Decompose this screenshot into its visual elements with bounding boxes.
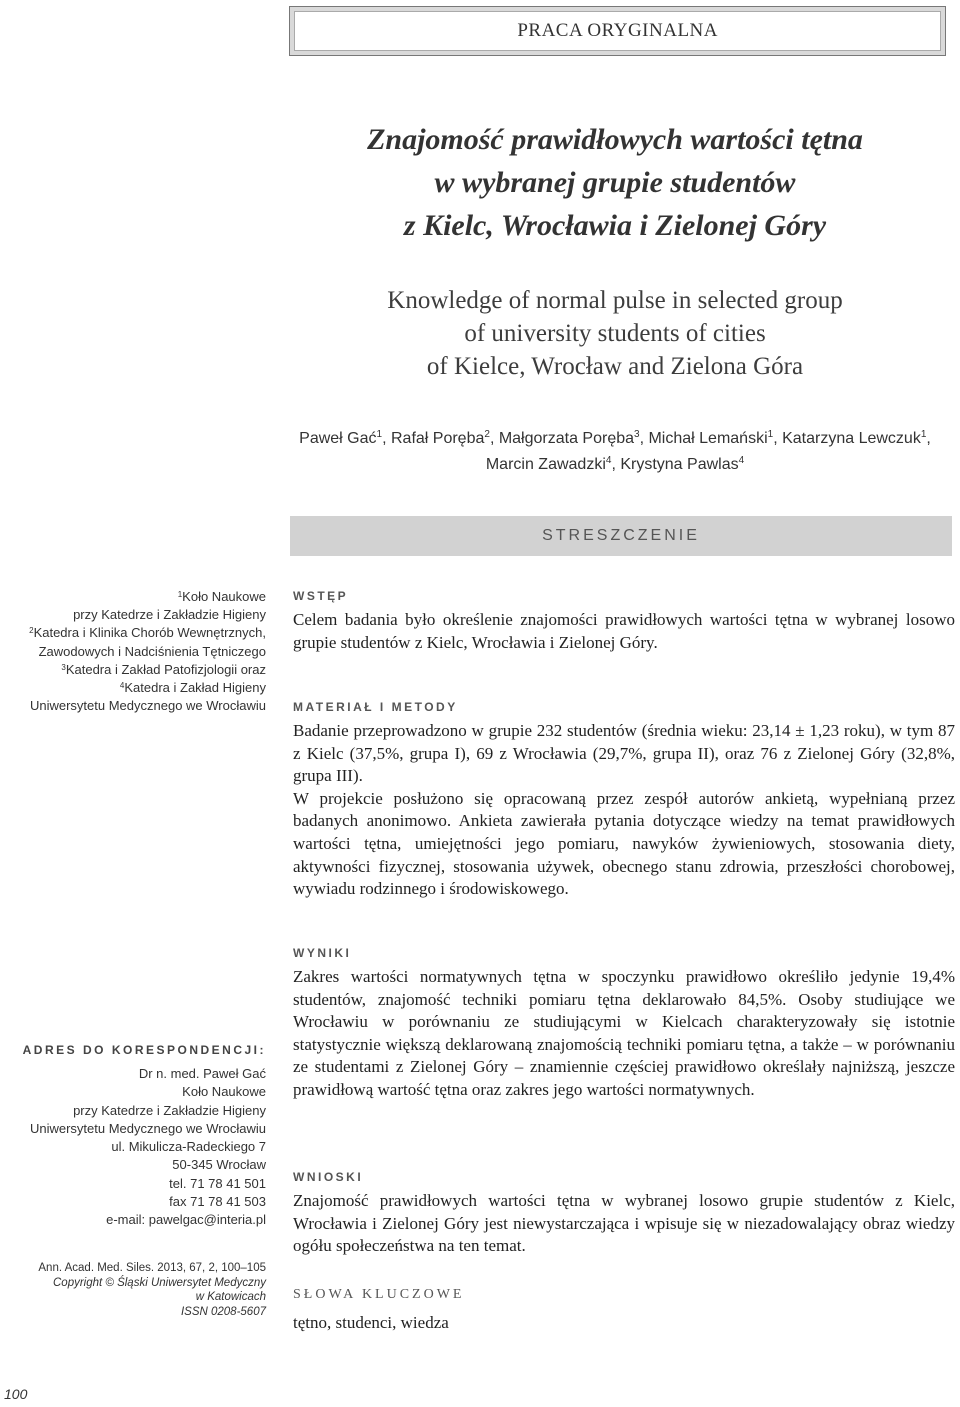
- abstract-banner: [290, 516, 952, 556]
- author-affiliation-mark: 1: [920, 429, 927, 440]
- author-name: Rafał Poręba: [390, 430, 485, 447]
- abstract-introduction: [293, 589, 955, 654]
- author-affiliation-mark: 4: [605, 455, 612, 466]
- title-pl-line: Znajomość prawidłowych wartości tętna: [367, 123, 863, 156]
- title-pl-line: z Kielc, Wrocławia i Zielonej Góry: [403, 209, 827, 242]
- correspondence-heading: ADRES DO KORESPONDENCJI:: [22, 1043, 266, 1057]
- journal-info: [0, 1261, 266, 1319]
- section-heading: WSTĘP: [293, 589, 349, 603]
- author-name: Małgorzata Poręba: [498, 430, 635, 447]
- author-list: [290, 426, 940, 478]
- correspondence-email: e-mail: pawelgac@interia.pl: [106, 1212, 266, 1228]
- article-title-polish: [290, 118, 940, 247]
- abstract-keywords: [293, 1287, 955, 1335]
- affiliation-text: Katedra i Klinika Chorób Wewnętrznych,: [33, 625, 266, 641]
- title-en-line: of university students of cities: [464, 320, 766, 347]
- affiliation-mark: 4: [119, 681, 125, 691]
- author-affiliation-mark: 1: [767, 429, 774, 440]
- author-separator: ,: [489, 430, 499, 447]
- section-label: PRACA ORYGINALNA: [517, 20, 718, 41]
- title-en-line: Knowledge of normal pulse in selected group: [387, 287, 843, 314]
- affiliations: [0, 588, 266, 715]
- section-heading: MATERIAŁ I METODY: [293, 700, 458, 714]
- author-affiliation-mark: 4: [738, 455, 745, 466]
- author-name: Michał Lemański: [648, 430, 768, 447]
- correspondence-line: przy Katedrze i Zakładzie Higieny: [73, 1102, 266, 1118]
- journal-copyright: Copyright © Śląski Uniwersytet Medyczny: [53, 1276, 266, 1289]
- section-heading: SŁOWA KLUCZOWE: [293, 1287, 465, 1302]
- correspondence-line: Koło Naukowe: [182, 1084, 266, 1100]
- affiliation-text: Katedra i Zakład Patofizjologii oraz: [65, 661, 266, 677]
- affiliation-text: Katedra i Zakład Higieny: [124, 680, 266, 696]
- author-separator: ,: [926, 430, 931, 447]
- author-line: [290, 426, 940, 452]
- section-text: Celem badania było określenie znajomości prawidłowych wartości tętna w wybranej losowo grupie studentów z Kielc, Wrocławia i Zielonej Góry.: [293, 610, 955, 652]
- author-affiliation-mark: 3: [634, 429, 640, 440]
- author-name: Marcin Zawadzki: [485, 456, 606, 473]
- correspondence-address: [0, 1043, 266, 1230]
- article-title-english: [290, 284, 940, 383]
- author-affiliation-mark: 1: [376, 429, 383, 440]
- abstract-results: [293, 946, 955, 1102]
- author-separator: ,: [611, 456, 621, 473]
- author-separator: ,: [382, 430, 391, 447]
- section-text: W projekcie posłużono się opracowaną przez zespół autorów ankietą, wypełnianą przez badanych anonimowo. Ankieta zawierała pytania dotyczące wiedzy na temat prawidłowych wartości tętna, umiejętności jego pomiaru, nawyków żywieniowych, stosowania diety, aktywności fizycznej, stosowania używek, obecnego stanu zdrowia, przeszłości chorobowej, wywiadu rodzinnego i środowiskowego.: [293, 788, 955, 899]
- section-text: Znajomość prawidłowych wartości tętna w wybranej losowo grupie studentów z Kielc, Wrocławia i Zielonej Góry jest niewystarczająca i wpisuje się w niezadowalający obraz wiedzy ogółu społeczeństwa na ten temat.: [293, 1191, 955, 1256]
- journal-copyright: w Katowicach: [195, 1291, 266, 1303]
- author-affiliation-mark: 2: [484, 429, 490, 440]
- section-heading: WNIOSKI: [293, 1170, 364, 1184]
- section-heading: WYNIKI: [293, 946, 352, 960]
- journal-issn: ISSN 0208-5607: [180, 1305, 266, 1318]
- author-name: Katarzyna Lewczuk: [782, 430, 921, 447]
- affiliation-mark: 2: [29, 626, 34, 636]
- section-text: Zakres wartości normatywnych tętna w spoczynku prawidłowo określiło jedynie 19,4% studentów, znajomość techniki pomiaru tętna deklarowało 84,5%. Osoby studiujące we Wrocławiu w porównaniu ze studiującymi w Kielcach charakteryzowały się istotnie statystycznie większą deklarowaną znajomością techniki pomiaru tętna, a także – w porównaniu ze studentami z Zielonej Góry – znamiennie częściej prawidłowo określały najniższą, jeszcze prawidłową wartość tętna oraz zakres jego wartości normatywnych.: [293, 967, 955, 1099]
- author-separator: ,: [639, 430, 649, 447]
- author-name: Paweł Gać: [299, 430, 377, 447]
- correspondence-line: tel. 71 78 41 501: [169, 1175, 266, 1191]
- affiliation-text: przy Katedrze i Zakładzie Higieny: [73, 607, 266, 623]
- correspondence-line: ul. Mikulicza-Radeckiego 7: [111, 1139, 266, 1155]
- affiliation-text: Zawodowych i Nadciśnienia Tętniczego: [38, 643, 266, 659]
- affiliation-text: Koło Naukowe: [182, 589, 266, 604]
- correspondence-line: 50-345 Wrocław: [172, 1157, 266, 1173]
- correspondence-line: Uniwersytetu Medycznego we Wrocławiu: [29, 1120, 266, 1136]
- section-text: Badanie przeprowadzono w grupie 232 studentów (średnia wieku: 23,14 ± 1,23 roku), w tym 87 z Kielc (37,5%, grupa I), 69 z Wrocławia (29,7%, grupa II), oraz 76 z Zielonej Góry (32,8%, grupa III).: [293, 721, 955, 786]
- section-header: [289, 6, 946, 56]
- correspondence-line: fax 71 78 41 503: [169, 1194, 266, 1210]
- title-en-line: of Kielce, Wrocław and Zielona Góra: [426, 353, 804, 380]
- affiliation-mark: 1: [177, 590, 183, 599]
- abstract-conclusions: [293, 1170, 955, 1258]
- abstract-methods: [293, 700, 955, 901]
- keywords-text: tętno, studenci, wiedza: [293, 1313, 449, 1332]
- journal-citation: Ann. Acad. Med. Siles. 2013, 67, 2, 100–105: [38, 1262, 266, 1274]
- title-pl-line: w wybranej grupie studentów: [434, 166, 796, 199]
- correspondence-line: Dr n. med. Paweł Gać: [138, 1066, 266, 1081]
- author-separator: ,: [773, 430, 783, 447]
- affiliation-university: Uniwersytetu Medycznego we Wrocławiu: [29, 698, 266, 714]
- page-number: 100: [4, 1386, 28, 1402]
- affiliation-mark: 3: [61, 662, 66, 672]
- author-name: Krystyna Pawlas: [620, 456, 739, 473]
- abstract-label: STRESZCZENIE: [542, 527, 700, 544]
- author-line: [290, 452, 940, 478]
